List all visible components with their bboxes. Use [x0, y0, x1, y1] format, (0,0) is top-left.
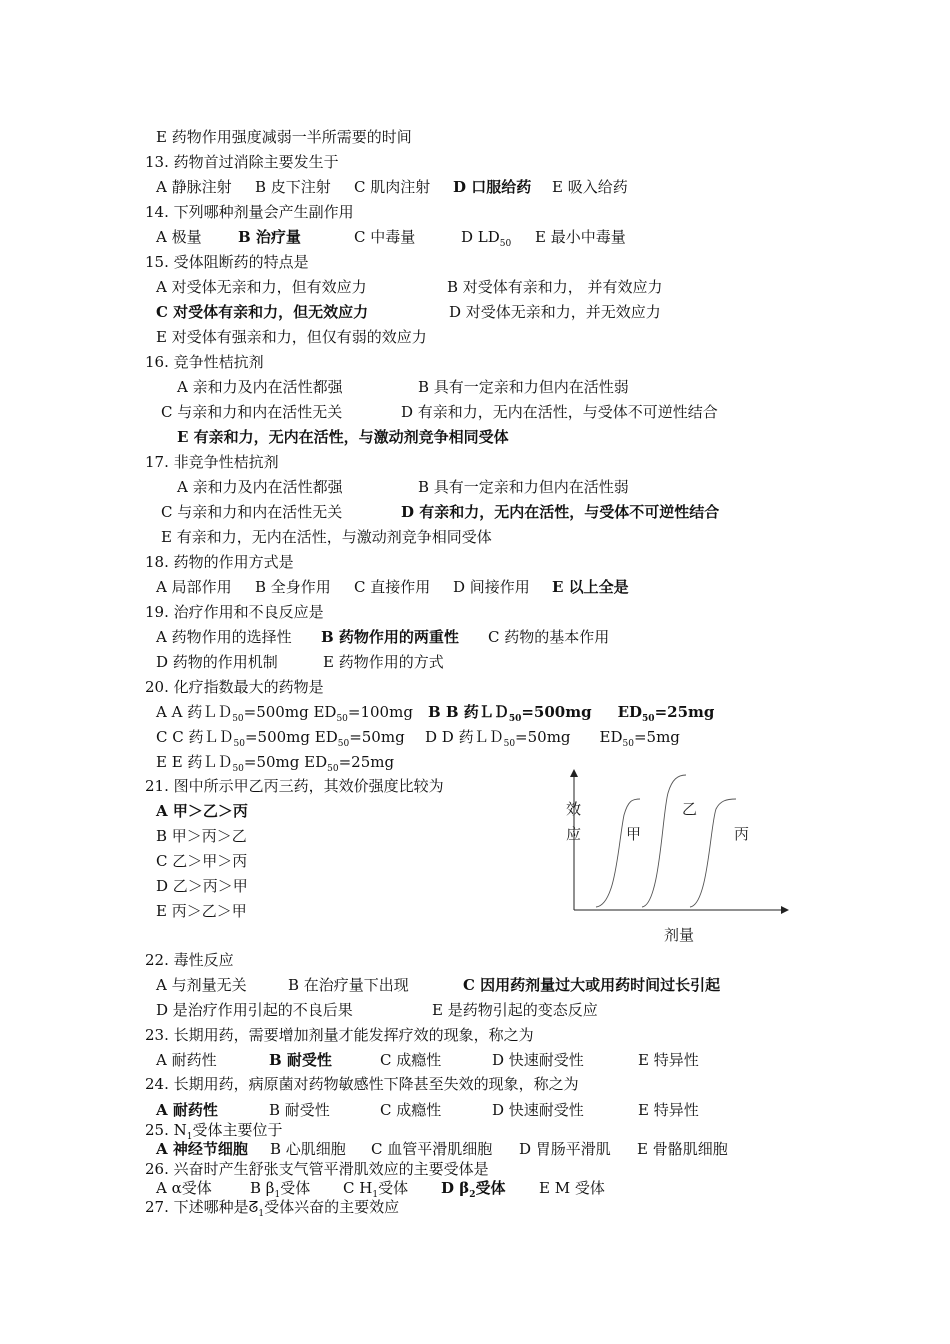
option-19a: A 药物作用的选择性 [156, 628, 292, 646]
option-25a: A 神经节细胞 [156, 1140, 248, 1158]
curve-yi [642, 775, 686, 907]
option-18a: A 局部作用 [156, 578, 232, 596]
option-20c: C C 药ＬＤ$_{50}$=500mg $ED_{50}=50mg$ [156, 728, 405, 749]
option-16e: E 有亲和力，无内在活性，与激动剂竞争相同受体 [177, 428, 509, 446]
option-23e: E 特异性 [638, 1051, 699, 1069]
option-23a: A 耐药性 [156, 1051, 217, 1069]
option-24e: E 特异性 [638, 1101, 699, 1119]
option-14c: C 中毒量 [354, 228, 416, 246]
question-15: 15. 受体阻断药的特点是 [145, 253, 309, 271]
option-26d: D $\beta_2$受体 [441, 1179, 506, 1200]
question-13: 13. 药物首过消除主要发生于 [145, 153, 339, 171]
alpha-glyph: ᘔ [248, 1198, 259, 1216]
option-20d: D D 药ＬＤ$_{50}$=50mg $ED_{50}=5mg$ [425, 728, 680, 749]
option-13d: D 口服给药 [453, 178, 532, 196]
question-18: 18. 药物的作用方式是 [145, 553, 294, 571]
y-label-1: 效 [566, 800, 582, 818]
option-25c: C 血管平滑肌细胞 [371, 1140, 493, 1158]
question-22: 22. 毒性反应 [145, 951, 234, 969]
question-21: 21. 图中所示甲乙丙三药，其效价强度比较为 [145, 777, 444, 795]
option-21b: B 甲＞丙＞乙 [156, 827, 247, 845]
option-18e: E 以上全是 [552, 578, 629, 596]
curve-label-jia: 甲 [626, 825, 642, 843]
option-15e: E 对受体有强亲和力，但仅有弱的效应力 [156, 328, 427, 346]
option-17e: E 有亲和力，无内在活性，与激动剂竞争相同受体 [161, 528, 492, 546]
question-20: 20. 化疗指数最大的药物是 [145, 678, 324, 696]
curve-label-yi: 乙 [682, 800, 698, 818]
question-25: 25. $N_1$受体主要位于 [145, 1121, 283, 1142]
option-26e: E M 受体 [539, 1179, 605, 1197]
option-26b: B $\beta_1$受体 [250, 1179, 311, 1200]
option-23d: D 快速耐受性 [492, 1051, 584, 1069]
curve-label-bing: 丙 [734, 825, 750, 843]
option-26a: A α受体 [156, 1179, 212, 1197]
question-26: 26. 兴奋时产生舒张支气管平滑肌效应的主要受体是 [145, 1160, 489, 1178]
option-19b: B 药物作用的两重性 [321, 628, 459, 646]
option-24c: C 成瘾性 [380, 1101, 442, 1119]
option-22d: D 是治疗作用引起的不良后果 [156, 1001, 353, 1019]
option-18b: B 全身作用 [255, 578, 331, 596]
option-13e: E 吸入给药 [552, 178, 628, 196]
question-24: 24. 长期用药，病原菌对药物敏感性下降甚至失效的现象，称之为 [145, 1075, 579, 1093]
x-label: 剂量 [664, 926, 695, 944]
option-23b: B 耐受性 [269, 1051, 332, 1069]
option-19c: C 药物的基本作用 [488, 628, 610, 646]
question-17: 17. 非竞争性桔抗剂 [145, 453, 279, 471]
option-24d: D 快速耐受性 [492, 1101, 584, 1119]
option-15a: A 对受体无亲和力，但有效应力 [156, 278, 367, 296]
curve-jia [596, 799, 640, 907]
option-15c: C 对受体有亲和力，但无效应力 [156, 303, 369, 321]
option-14d: D $LD_{50}$ [461, 228, 512, 249]
option-20e: E E 药ＬＤ$_{50}$=50mg $ED_{50}=25mg$ [156, 753, 395, 774]
option-19d: D 药物的作用机制 [156, 653, 278, 671]
option-17c: C 与亲和力和内在活性无关 [161, 503, 343, 521]
option-18c: C 直接作用 [354, 578, 431, 596]
option-21c: C 乙＞甲＞丙 [156, 852, 248, 870]
option-25e: E 骨骼肌细胞 [637, 1140, 728, 1158]
option-22c: C 因用药剂量过大或用药时间过长引起 [463, 976, 721, 994]
option-12e: E 药物作用强度减弱一半所需要的时间 [156, 128, 412, 146]
option-17b: B 具有一定亲和力但内在活性弱 [418, 478, 629, 496]
option-20b: B B 药ＬＤ$_{50}$=500mg $ED_{50}=25mg$ [428, 703, 715, 724]
question-19: 19. 治疗作用和不良反应是 [145, 603, 324, 621]
option-17a: A 亲和力及内在活性都强 [177, 478, 343, 496]
option-24b: B 耐受性 [269, 1101, 330, 1119]
dose-response-figure [560, 765, 800, 955]
question-27: 27. 下述哪种是ᘔ$_1$受体兴奋的主要效应 [145, 1198, 400, 1219]
option-23c: C 成瘾性 [380, 1051, 442, 1069]
option-21e: E 丙＞乙＞甲 [156, 902, 247, 920]
option-15d: D 对受体无亲和力，并无效应力 [449, 303, 661, 321]
option-22e: E 是药物引起的变态反应 [432, 1001, 598, 1019]
option-14e: E 最小中毒量 [535, 228, 626, 246]
option-22b: B 在治疗量下出现 [288, 976, 409, 994]
option-20a: A A 药ＬＤ$_{50}$=500mg $ED_{50}=100mg$ [156, 703, 413, 724]
question-23: 23. 长期用药，需要增加剂量才能发挥疗效的现象，称之为 [145, 1026, 534, 1044]
option-16a: A 亲和力及内在活性都强 [177, 378, 343, 396]
option-22a: A 与剂量无关 [156, 976, 247, 994]
option-25b: B 心肌细胞 [270, 1140, 346, 1158]
option-24a: A 耐药性 [156, 1101, 218, 1119]
option-15b: B 对受体有亲和力， 并有效应力 [447, 278, 663, 296]
question-16: 16. 竞争性桔抗剂 [145, 353, 264, 371]
y-label-2: 应 [566, 825, 582, 843]
option-13c: C 肌肉注射 [354, 178, 431, 196]
option-14b: B 治疗量 [238, 228, 301, 246]
option-17d: D 有亲和力，无内在活性，与受体不可逆性结合 [401, 503, 720, 521]
option-26c: C $H_1$受体 [343, 1179, 409, 1200]
option-21d: D 乙＞丙＞甲 [156, 877, 248, 895]
option-14a: A 极量 [156, 228, 202, 246]
option-16d: D 有亲和力，无内在活性，与受体不可逆性结合 [401, 403, 718, 421]
option-16b: B 具有一定亲和力但内在活性弱 [418, 378, 629, 396]
option-13b: B 皮下注射 [255, 178, 331, 196]
question-14: 14. 下列哪种剂量会产生副作用 [145, 203, 354, 221]
option-16c: C 与亲和力和内在活性无关 [161, 403, 343, 421]
option-21a: A 甲＞乙＞丙 [156, 802, 248, 820]
option-19e: E 药物作用的方式 [323, 653, 444, 671]
option-25d: D 胃肠平滑肌 [519, 1140, 611, 1158]
option-13a: A 静脉注射 [156, 178, 232, 196]
option-18d: D 间接作用 [453, 578, 530, 596]
